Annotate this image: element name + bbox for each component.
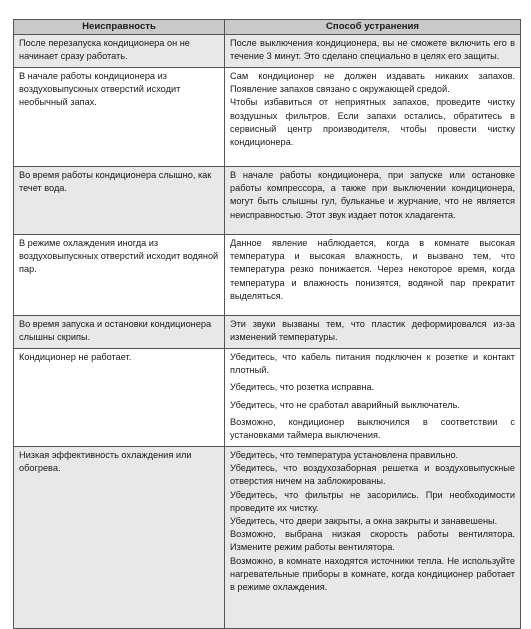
solution-text: После выключения кондиционера, вы не сможете включить его в течение 3 минут. Это сделано специально в целях его защиты. xyxy=(230,38,515,62)
troubleshooting-table xyxy=(13,19,521,629)
problem-cell: Кондиционер не работает. xyxy=(14,349,225,447)
solution-cell xyxy=(225,316,521,349)
solution-text: Сам кондиционер не должен издавать никаких запахов. Появление запахов связано с окружающей средой. xyxy=(230,71,515,95)
solution-cell xyxy=(225,235,521,316)
solution-text: Возможно, выбрана низкая скорость работы вентилятора. Измените режим работы вентилятора. xyxy=(230,529,515,553)
header-solution: Способ устранения xyxy=(225,20,521,35)
problem-cell: После перезапуска кондиционера он не начинает сразу работать. xyxy=(14,35,225,68)
problem-cell: Низкая эффективность охлаждения или обогрева. xyxy=(14,447,225,629)
problem-cell: В режиме охлаждения иногда из воздуховыпускных отверстий исходит водяной пар. xyxy=(14,235,225,316)
table-row xyxy=(14,447,521,629)
solution-cell xyxy=(225,447,521,629)
problem-cell: Во время запуска и остановки кондиционера слышны скрипы. xyxy=(14,316,225,349)
solution-text: Убедитесь, что температура установлена правильно. xyxy=(230,450,459,460)
solution-text: Убедитесь, что не сработал аварийный выключатель. xyxy=(230,399,460,410)
solution-cell xyxy=(225,167,521,235)
solution-text: Данное явление наблюдается, когда в комнате высокая температура и высокая влажность, и вызвано тем, что температура резко понижается. Через некоторое время, когда температура и влажность понизятся, водяной пар прекратит выделяться. xyxy=(230,238,515,301)
solution-text: В начале работы кондиционера, при запуске или остановке работы компрессора, а также при выключении кондиционера, могут быть слышны гул, бульканье и журчание, что не является неисправностью. Этот звук издает поток хладагента. xyxy=(230,170,515,220)
solution-cell xyxy=(225,68,521,167)
solution-text: Возможно, в комнате находятся источники тепла. Не используйте нагревательные приборы в комнате, когда кондиционер работает в режиме охлаждения. xyxy=(230,555,515,593)
solution-cell xyxy=(225,35,521,68)
table-row xyxy=(14,68,521,167)
solution-text: Эти звуки вызваны тем, что пластик деформировался из-за изменений температуры. xyxy=(230,319,515,343)
solution-text: Чтобы избавиться от неприятных запахов, проведите чистку воздушных фильтров. Если запахи остались, обратитесь в сервисный центр производителя, чтобы провести чистку кондиционера. xyxy=(230,97,515,148)
table-row xyxy=(14,316,521,349)
solution-text: Убедитесь, что кабель питания подключен к розетке и контакт плотный. xyxy=(230,352,515,376)
solution-text: Убедитесь, что розетка исправна. xyxy=(230,382,375,393)
troubleshooting-table-container xyxy=(13,19,520,629)
header-problem: Неисправность xyxy=(14,20,225,35)
solution-text: Убедитесь, что фильтры не засорились. При необходимости проведите их чистку. xyxy=(230,489,515,513)
table-row xyxy=(14,35,521,68)
table-header-row xyxy=(14,20,521,35)
table-row xyxy=(14,235,521,316)
problem-cell: В начале работы кондиционера из воздуховыпускных отверстий исходит необычный запах. xyxy=(14,68,225,167)
solution-cell xyxy=(225,349,521,447)
solution-text: Убедитесь, что воздухозаборная решетка и воздуховыпускные отверстия ничем на заблокированы. xyxy=(230,463,515,487)
problem-cell: Во время работы кондиционера слышно, как течет вода. xyxy=(14,167,225,235)
solution-text: Убедитесь, что двери закрыты, а окна закрыты и занавешены. xyxy=(230,516,498,527)
solution-text: Возможно, кондиционер выключился в соответствии с установками таймера выключения. xyxy=(230,416,515,441)
table-row xyxy=(14,349,521,447)
table-row xyxy=(14,167,521,235)
